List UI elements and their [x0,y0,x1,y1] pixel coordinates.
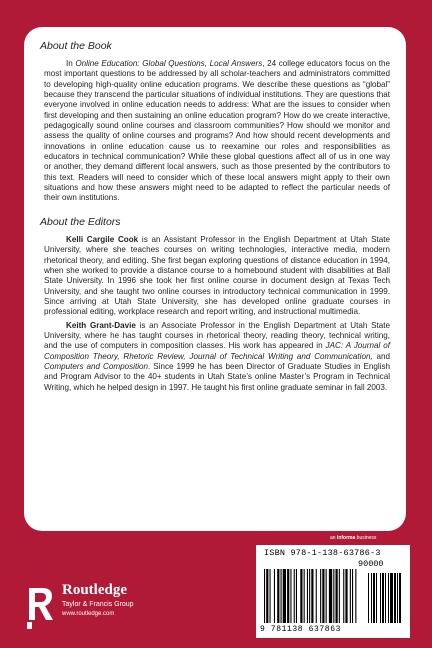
back-cover-panel [24,27,406,531]
barcode-bar [266,569,268,623]
book-title: Online Education: Global Questions, Local Answers [75,59,263,68]
supplement-bar [380,573,381,623]
supplement-bar [394,573,396,623]
editor2-journal-last: Computers and Composition [44,361,149,371]
barcode-bar [311,569,313,623]
routledge-logo [26,580,196,630]
supplement-bar [399,573,401,623]
barcode-bar [274,569,275,623]
isbn-label: ISBN 978-1-138-63786-3 [264,548,381,558]
informa-prefix: an [330,535,337,541]
barcode-bar [296,569,297,623]
barcode-bar [304,569,305,623]
barcode-bar [350,569,351,623]
barcode-bar [322,569,324,623]
barcode-bar [329,569,332,623]
editor2-bio-b: . Since 1999 he has been Director of Graduate Studies in English and Program Advisor to the 40+ students in Utah State’s online Master’s Program in Technical Writing, which he helped design in 1997. He taught his first online graduate seminar in fall 2003. [44,361,390,392]
editor2-and: and [372,351,390,361]
barcode-bar [343,569,344,623]
supplement-bar [371,573,372,623]
editor2-journals: JAC: A Journal of Composition Theory, Rhetoric Review, Journal of Technical Writing and Communication, [44,341,390,361]
publisher-url: www.routledge.com [62,611,115,617]
barcode-bar [339,569,340,623]
routledge-r-icon [26,580,56,630]
barcode-image [264,569,402,625]
supplement-bar [397,573,398,623]
intro-prefix: In [66,59,76,68]
barcode-bar [307,569,308,623]
barcode-bar [336,569,338,623]
informa-brand: informa [336,535,356,541]
supplement-bar [385,573,386,623]
supplement-bar [373,573,375,623]
barcode-bar [316,569,317,623]
barcode-bar [352,569,353,623]
supplement-bar [376,573,377,623]
barcode-bar [264,569,265,623]
barcode-bar [309,569,310,623]
barcode-box [256,545,410,638]
supplement-bar [368,573,369,623]
editor1-name: Kelli Cargile Cook [66,234,139,244]
barcode-bar [290,569,291,623]
publisher-name: Routledge [62,582,127,598]
editor2-name: Keith Grant-Davie [66,320,136,330]
supplement-bar [390,573,393,623]
about-book-heading: About the Book [40,40,112,52]
publisher-group: Taylor & Francis Group [62,601,134,608]
editor1-bio: is an Assistant Professor in the English Department at Utah State University, where she teaches courses on writing technologies, interactive media, modern rhetorical theory, and editing. She first began exploring questions of distance education in 1994, when she worked to provide a distance course to a homebound student with disabilities at Ball State University. In 1996 she took her first online course in document design at Texas Tech University, and she taught two online courses in introductory technical communication in 1999. Since arriving at Utah State University, she has developed online graduate courses in professional editing, workplace research and report writing, and instructional multimedia. [44,234,390,317]
barcode-bar [320,569,321,623]
about-book-body: , 24 college educators focus on the most important questions to be addressed by all scholar-teachers and administrators committed to developing high-quality online education programs. We describe these questions as “global” because they transcend the particular situations of individual institutions. They are questions that everyone involved in online education needs to address: What are the issues to consider when first developing and then sustaining an online education program? How do we create interactive, pedagogically sound online courses and classroom communities? How should we monitor and assess the quality of online courses and programs? And how should recent developments and innovations in online education cause us to reexamine our roles and responsibilities as educators in technical communication? While these global questions affect all of us in one way or another, they demand different local answers, such as those presented by the contributors to this text. Readers will need to consider which of these local answers might apply to their own situations and how these answers might need to be adapted to reflect the particular needs of their own institutions. [44,59,390,203]
supplement-bar [388,573,389,623]
barcode-bar [345,569,347,623]
about-editors-heading: About the Editors [40,215,121,228]
barcode-bar [300,569,302,623]
barcode-bar [326,569,327,623]
editor2-paragraph [40,321,390,393]
barcode-bar [283,569,286,623]
barcode-bar [287,569,289,623]
barcode-bar [355,569,356,623]
barcode-bar [281,569,282,623]
barcode-bar [270,569,271,623]
informa-suffix: business [355,535,377,541]
barcode-bar [277,569,279,623]
barcode-bar [333,569,334,623]
barcode-supplement: 90000 [358,559,384,569]
barcode-number: 9 781138 637863 [260,625,342,634]
editor1-paragraph [40,235,390,318]
barcode-bar [294,569,295,623]
about-book-paragraph [40,59,390,204]
editor2-bio-a: is an Associate Professor in the English Department at Utah State University, where he has taught courses in rhetorical theory, reading theory, technical writing, and the use of computers in composition classes. His work has appeared in [44,320,390,351]
informa-business-tagline [330,535,410,541]
supplement-bar [382,573,384,623]
